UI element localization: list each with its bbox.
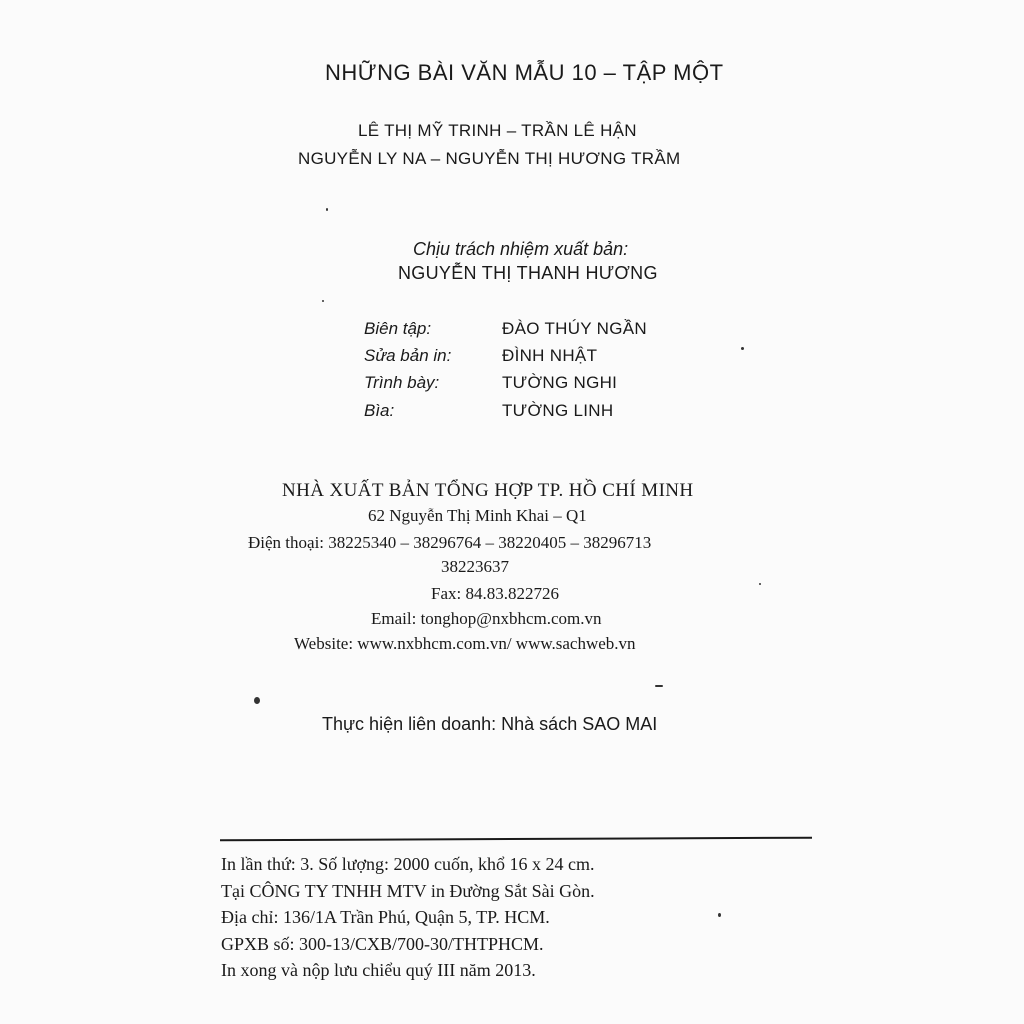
authors-line-2: NGUYỄN LY NA – NGUYỄN THỊ HƯƠNG TRẦM [298, 149, 681, 168]
print-speck [254, 697, 260, 704]
credit-role-layout: Trình bày: [364, 373, 440, 392]
publisher-website: Website: www.nxbhcm.com.vn/ www.sachweb.vn [294, 634, 636, 653]
print-speck [741, 347, 744, 350]
credit-name-layout: TƯỜNG NGHI [502, 373, 618, 392]
publisher-phone-extra: 38223637 [441, 557, 509, 576]
responsibility-label: Chịu trách nhiệm xuất bản: [413, 239, 629, 259]
print-speck [759, 583, 761, 585]
credit-name-editor: ĐÀO THÚY NGẦN [502, 319, 647, 338]
imprint-line: GPXB số: 300-13/CXB/700-30/THTPHCM. [221, 934, 544, 954]
responsibility-name: NGUYỄN THỊ THANH HƯƠNG [398, 263, 658, 283]
publisher-name: NHÀ XUẤT BẢN TỔNG HỢP TP. HỒ CHÍ MINH [282, 480, 694, 501]
credit-role-cover: Bìa: [364, 401, 395, 420]
credit-name-proofreader: ĐÌNH NHẬT [502, 346, 598, 365]
authors-line-1: LÊ THỊ MỸ TRINH – TRẦN LÊ HẬN [358, 121, 637, 140]
publisher-fax: Fax: 84.83.822726 [431, 584, 559, 603]
book-title: NHỮNG BÀI VĂN MẪU 10 – TẬP MỘT [325, 60, 724, 85]
print-speck [326, 208, 328, 211]
credit-name-cover: TƯỜNG LINH [502, 401, 614, 420]
publisher-address: 62 Nguyễn Thị Minh Khai – Q1 [368, 506, 587, 525]
joint-venture: Thực hiện liên doanh: Nhà sách SAO MAI [322, 714, 658, 734]
print-speck [655, 685, 663, 687]
print-speck [322, 300, 324, 302]
credit-role-editor: Biên tập: [364, 319, 432, 338]
print-speck [718, 913, 721, 917]
imprint-line: Tại CÔNG TY TNHH MTV in Đường Sắt Sài Gòn. [221, 881, 595, 901]
publisher-email: Email: tonghop@nxbhcm.com.vn [371, 609, 602, 628]
imprint-divider [220, 837, 812, 842]
credit-role-proofreader: Sửa bản in: [364, 346, 452, 365]
imprint-line: Địa chỉ: 136/1A Trần Phú, Quận 5, TP. HCM. [221, 907, 550, 927]
imprint-line: In xong và nộp lưu chiểu quý III năm 2013. [221, 960, 536, 980]
publisher-phone: Điện thoại: 38225340 – 38296764 – 38220405 – 38296713 [248, 533, 652, 552]
imprint-line: In lần thứ: 3. Số lượng: 2000 cuốn, khổ 16 x 24 cm. [221, 854, 595, 874]
